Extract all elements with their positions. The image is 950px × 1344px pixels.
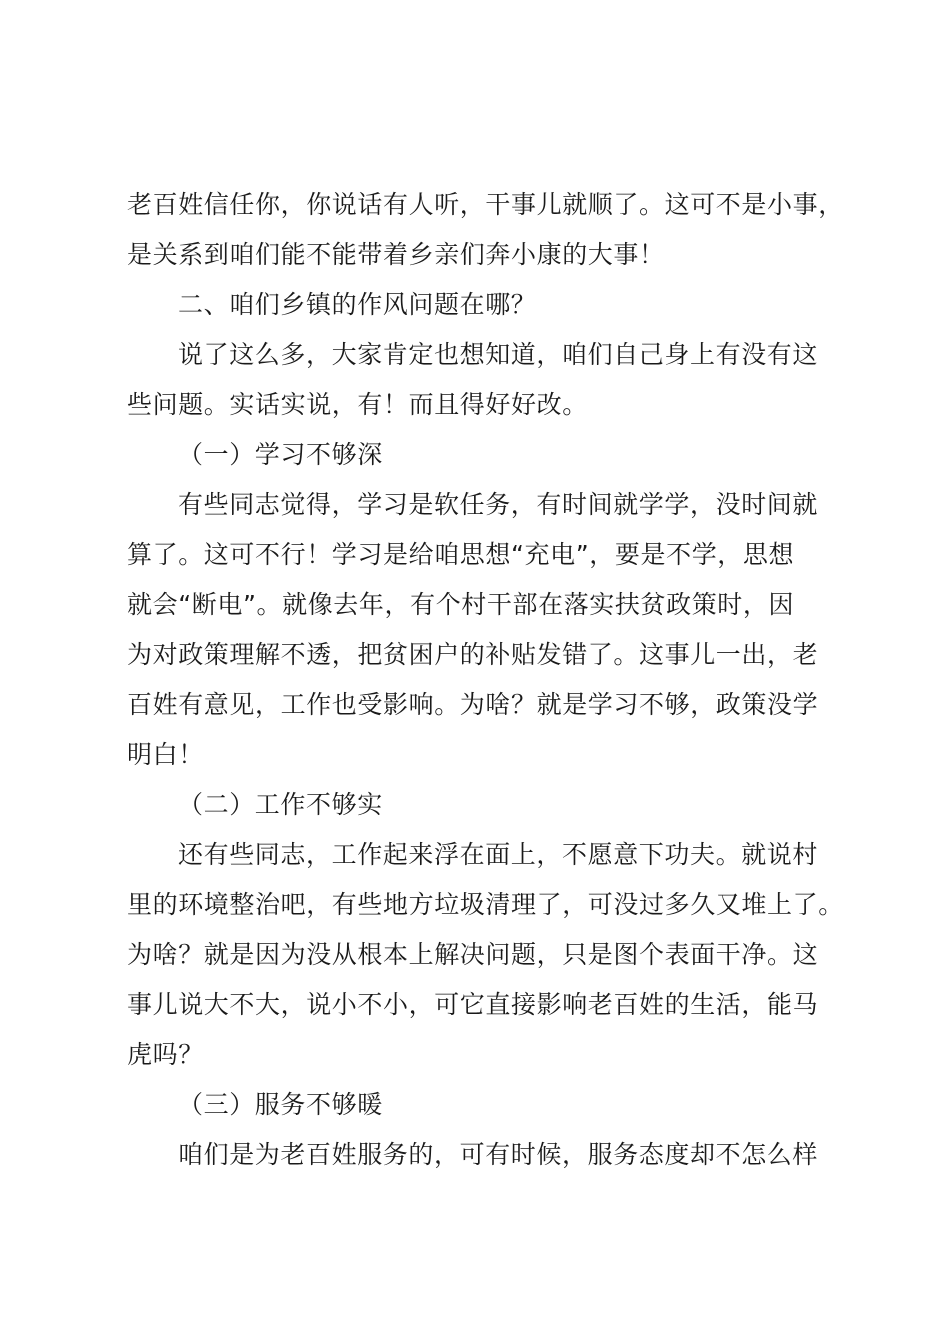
text-line: 里的环境整治吧，有些地方垃圾清理了，可没过多久又堆上了。 xyxy=(127,890,844,919)
subsection-heading: （二）工作不够实 xyxy=(178,790,383,819)
text-line: 为啥？就是因为没从根本上解决问题，只是图个表面干净。这 xyxy=(127,940,819,969)
text-line: 百姓有意见，工作也受影响。为啥？就是学习不够，政策没学 xyxy=(127,690,819,719)
text-line: 老百姓信任你，你说话有人听，干事儿就顺了。这可不是小事， xyxy=(127,190,844,219)
text-line: 为对政策理解不透，把贫困户的补贴发错了。这事儿一出，老 xyxy=(127,640,819,669)
paragraph-start: 还有些同志，工作起来浮在面上，不愿意下功夫。就说村 xyxy=(178,840,819,869)
text-line: 虎吗？ xyxy=(127,1040,204,1069)
text-line: 就会“断电”。就像去年，有个村干部在落实扶贫政策时，因 xyxy=(127,590,795,619)
document-body xyxy=(127,180,857,1180)
subsection-heading: （三）服务不够暖 xyxy=(178,1090,383,1119)
subsection-heading: （一）学习不够深 xyxy=(178,440,383,469)
section-heading: 二、咱们乡镇的作风问题在哪？ xyxy=(178,290,537,319)
paragraph-start: 有些同志觉得，学习是软任务，有时间就学学，没时间就 xyxy=(178,490,819,519)
text-line: 算了。这可不行！学习是给咱思想“充电”，要是不学，思想 xyxy=(127,540,795,569)
text-line: 事儿说大不大，说小不小，可它直接影响老百姓的生活，能马 xyxy=(127,990,819,1019)
paragraph-start: 说了这么多，大家肯定也想知道，咱们自己身上有没有这 xyxy=(178,340,819,369)
paragraph-start: 咱们是为老百姓服务的，可有时候，服务态度却不怎么样 xyxy=(178,1140,819,1169)
text-line: 是关系到咱们能不能带着乡亲们奔小康的大事！ xyxy=(127,240,665,269)
text-line: 些问题。实话实说，有！而且得好好改。 xyxy=(127,390,588,419)
text-line: 明白！ xyxy=(127,740,204,769)
